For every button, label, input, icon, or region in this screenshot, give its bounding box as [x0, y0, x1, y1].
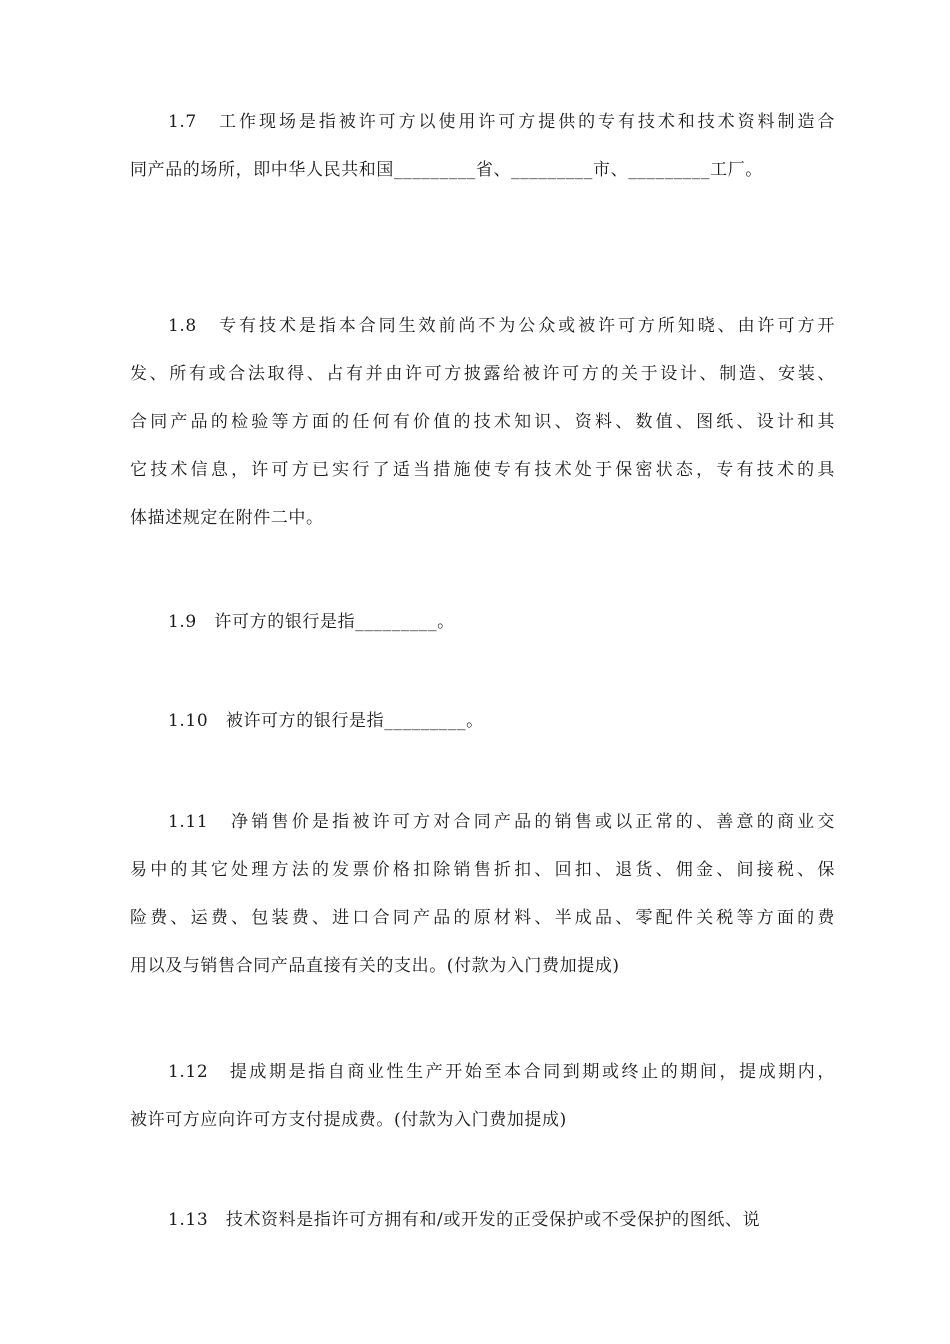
clause-1-11 — [130, 798, 835, 990]
clause-1-7 — [130, 98, 835, 194]
clause-line: 1.13 技术资料是指许可方拥有和/或开发的正受保护或不受保护的图纸、说 — [168, 1210, 761, 1230]
clause-line: 发、所有或合法取得、占有并由许可方披露给被许可方的关于设计、制造、安装、 — [130, 364, 835, 384]
clause-1-10 — [130, 697, 835, 745]
clause-line: 1.7 工作现场是指被许可方以使用许可方提供的专有技术和技术资料制造合 — [168, 112, 835, 132]
clause-line: 用以及与销售合同产品直接有关的支出。(付款为入门费加提成) — [130, 956, 620, 976]
clause-line: 险费、运费、包装费、进口合同产品的原材料、半成品、零配件关税等方面的费 — [130, 908, 835, 928]
clause-line: 合同产品的检验等方面的任何有价值的技术知识、资料、数值、图纸、设计和其 — [130, 412, 835, 432]
clause-line: 1.9 许可方的银行是指_________。 — [168, 612, 455, 632]
clause-line: 1.10 被许可方的银行是指_________。 — [168, 711, 484, 731]
clause-line: 它技术信息，许可方已实行了适当措施使专有技术处于保密状态，专有技术的具 — [130, 460, 835, 480]
clause-1-9 — [130, 598, 835, 646]
clause-line: 易中的其它处理方法的发票价格扣除销售折扣、回扣、退货、佣金、间接税、保 — [130, 860, 835, 880]
clause-line: 1.11 净销售价是指被许可方对合同产品的销售或以正常的、善意的商业交 — [168, 812, 835, 832]
clause-line: 1.8 专有技术是指本合同生效前尚不为公众或被许可方所知晓、由许可方开 — [168, 316, 835, 336]
clause-1-13 — [130, 1196, 835, 1244]
clause-line: 体描述规定在附件二中。 — [130, 508, 324, 528]
clause-1-12 — [130, 1048, 835, 1144]
clause-line: 1.12 提成期是指自商业性生产开始至本合同到期或终止的期间，提成期内， — [168, 1062, 835, 1082]
clause-line: 被许可方应向许可方支付提成费。(付款为入门费加提成) — [130, 1110, 567, 1130]
clause-1-8 — [130, 302, 835, 542]
clause-line: 同产品的场所，即中华人民共和国_________省、_________市、_________工厂。 — [130, 160, 763, 180]
